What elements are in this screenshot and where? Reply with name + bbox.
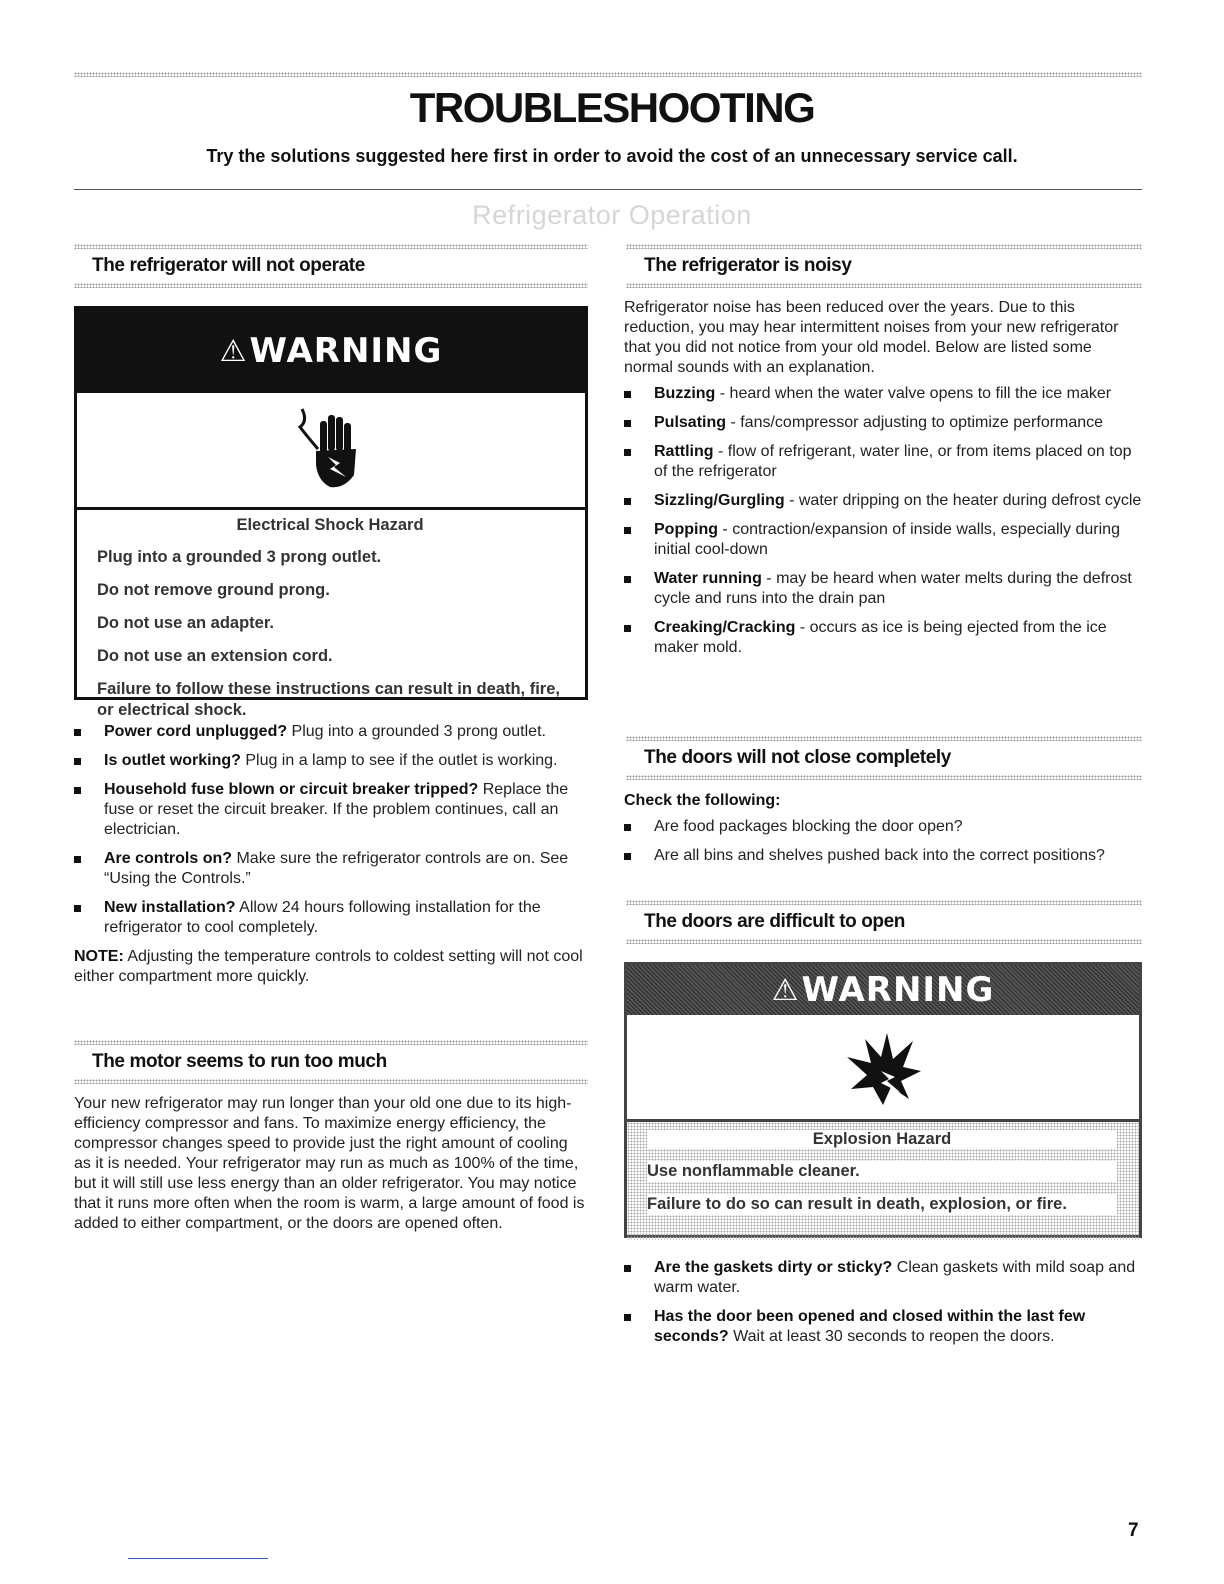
subsection-rule [626,736,1142,741]
subsection-rule [626,283,1142,288]
list-item [624,618,1142,658]
warning-line: Do not remove ground prong. [97,581,330,599]
bullet-lead: Are the gaskets dirty or sticky? [654,1259,893,1276]
note-label: NOTE: [74,948,124,965]
bullet-lead: Are controls on? [104,850,233,867]
list-item [624,1307,1142,1347]
doors-open-list [624,1258,1142,1347]
bullet-text: - contraction/expansion of inside walls, especially during initial cool-down [654,521,1120,558]
bullet-square-icon [74,729,81,736]
bullet-text: - heard when the water valve opens to fill the ice maker [715,385,1112,402]
top-dotted-rule [74,72,1142,77]
list-item [74,751,588,771]
bullet-lead: Buzzing [654,385,716,402]
list-item [74,849,588,889]
subsection-rule [626,244,1142,249]
list-item [624,1258,1142,1298]
footer-rule [128,1558,268,1559]
bullet-lead: Power cord unplugged? [104,723,288,740]
warning-line: Use nonflammable cleaner. [647,1161,1117,1182]
bullet-text: Replace the fuse or reset the circuit breaker. If the problem continues, call an electrician. [104,781,569,838]
bullet-square-icon [74,856,81,863]
bullet-lead: Has the door been opened and closed within the last few seconds? [654,1308,1086,1345]
bullet-square-icon [624,1265,631,1272]
bullet-square-icon [624,625,631,632]
subsection-heading-doors-close: The doors will not close completely [644,747,951,768]
bullet-text: Plug into a grounded 3 prong outlet. [287,723,546,740]
doors-close-list [624,817,1142,866]
note-text: Adjusting the temperature controls to coldest setting will not cool either compartment more quickly. [74,948,583,985]
warning-banner-label: WARNING [801,970,995,1010]
warning-line: Failure to follow these instructions can result in death, fire, or electrical shock. [97,680,560,719]
bullet-lead: New installation? [104,899,236,916]
page-number: 7 [1128,1520,1139,1541]
subsection-heading-noisy: The refrigerator is noisy [644,255,852,276]
bullet-text: Are food packages blocking the door open? [654,818,963,835]
electrical-warning-box [74,306,588,719]
subsection-heading-motor: The motor seems to run too much [92,1051,387,1072]
bullet-lead: Is outlet working? [104,752,241,769]
bullet-square-icon [624,576,631,583]
warning-triangle-icon: ⚠ [219,333,248,369]
list-item [624,384,1142,404]
list-item [624,846,1142,866]
electric-shock-hand-icon [77,393,585,510]
page-subtitle: Try the solutions suggested here first in order to avoid the cost of an unnecessary service call. [206,146,1018,166]
noisy-intro: Refrigerator noise has been reduced over the years. Due to this reduction, you may hear intermittent noises from your new refrigerator that you did not notice from your old model. Below are listed some normal sounds with an explanation. [624,299,1119,376]
bullet-text: Plug in a lamp to see if the outlet is working. [240,752,558,769]
warning-line: Failure to do so can result in death, explosion, or fire. [647,1194,1117,1215]
bullet-square-icon [624,824,631,831]
bullet-text: Are all bins and shelves pushed back into the correct positions? [654,847,1105,864]
heading-rule [74,189,1142,190]
bullet-text: Allow 24 hours following installation for the refrigerator to cool completely. [104,899,541,936]
motor-paragraph: Your new refrigerator may run longer than your old one due to its high-efficiency compressor and fans. To maximize energy efficiency, the compressor changes speed to provide just the right amount of cooling as it is needed. Your refrigerator may run as much as 100% of the time, but it will still use less energy than an older refrigerator. You may notice that it runs more often when the room is warm, a large amount of food is added to either compartment, or the doors are opened often. [74,1095,585,1232]
warning-line: Do not use an extension cord. [97,647,333,665]
warning-banner [627,965,1139,1015]
bullet-square-icon [74,787,81,794]
bullet-square-icon [624,420,631,427]
bullet-square-icon [624,853,631,860]
bullet-text: Clean gaskets with mild soap and warm water. [654,1259,1136,1296]
warning-line: Do not use an adapter. [97,614,274,632]
bullet-lead: Rattling [654,443,714,460]
list-item [624,817,1142,837]
warning-banner-label: WARNING [249,331,443,371]
list-item [74,898,588,938]
list-item [74,722,588,742]
bullet-square-icon [74,758,81,765]
bullet-lead: Pulsating [654,414,727,431]
subsection-rule [74,1079,588,1084]
bullet-square-icon [624,449,631,456]
bullet-text: Wait at least 30 seconds to reopen the doors. [728,1328,1055,1345]
bullet-text: - flow of refrigerant, water line, or from items placed on top of the refrigerator [654,443,1132,480]
warning-banner [77,309,585,393]
subsection-rule [626,900,1142,905]
explosion-icon [627,1015,1139,1122]
not-operate-bullet-list [74,722,588,938]
bullet-square-icon [624,498,631,505]
subsection-rule [74,283,588,288]
bullet-square-icon [624,1314,631,1321]
subsection-heading-doors-open: The doors are difficult to open [644,911,905,932]
hazard-name: Electrical Shock Hazard [236,516,424,534]
warning-triangle-icon: ⚠ [771,972,800,1008]
bullet-lead: Water running [654,570,762,587]
list-item [624,491,1142,511]
bullet-text: - may be heard when water melts during the defrost cycle and runs into the drain pan [654,570,1132,607]
check-label: Check the following: [624,792,781,809]
subsection-rule [74,244,588,249]
list-item [624,442,1142,482]
bullet-text: - occurs as ice is being ejected from the ice maker mold. [654,619,1107,656]
list-item [624,569,1142,609]
bullet-lead: Household fuse blown or circuit breaker tripped? [104,781,479,798]
bullet-text: Make sure the refrigerator controls are on. See “Using the Controls.” [104,850,569,887]
noise-list [624,384,1142,658]
note-paragraph [74,947,588,987]
subsection-rule [74,1040,588,1045]
subsection-rule [626,939,1142,944]
hazard-name: Explosion Hazard [647,1130,1117,1149]
list-item [624,520,1142,560]
bullet-lead: Sizzling/Gurgling [654,492,785,509]
page-title: TROUBLESHOOTING [409,84,815,131]
bullet-text: - water dripping on the heater during defrost cycle [784,492,1142,509]
bullet-lead: Creaking/Cracking [654,619,796,636]
bullet-square-icon [624,527,631,534]
subsection-rule [626,775,1142,780]
bullet-lead: Popping [654,521,718,538]
list-item [624,413,1142,433]
bullet-square-icon [624,391,631,398]
bullet-square-icon [74,905,81,912]
warning-line: Plug into a grounded 3 prong outlet. [97,548,382,566]
explosion-warning-box [624,962,1142,1238]
subsection-heading-not-operate: The refrigerator will not operate [92,255,365,276]
list-item [74,780,588,840]
section-heading: Refrigerator Operation [472,200,752,230]
bullet-text: - fans/compressor adjusting to optimize performance [726,414,1104,431]
